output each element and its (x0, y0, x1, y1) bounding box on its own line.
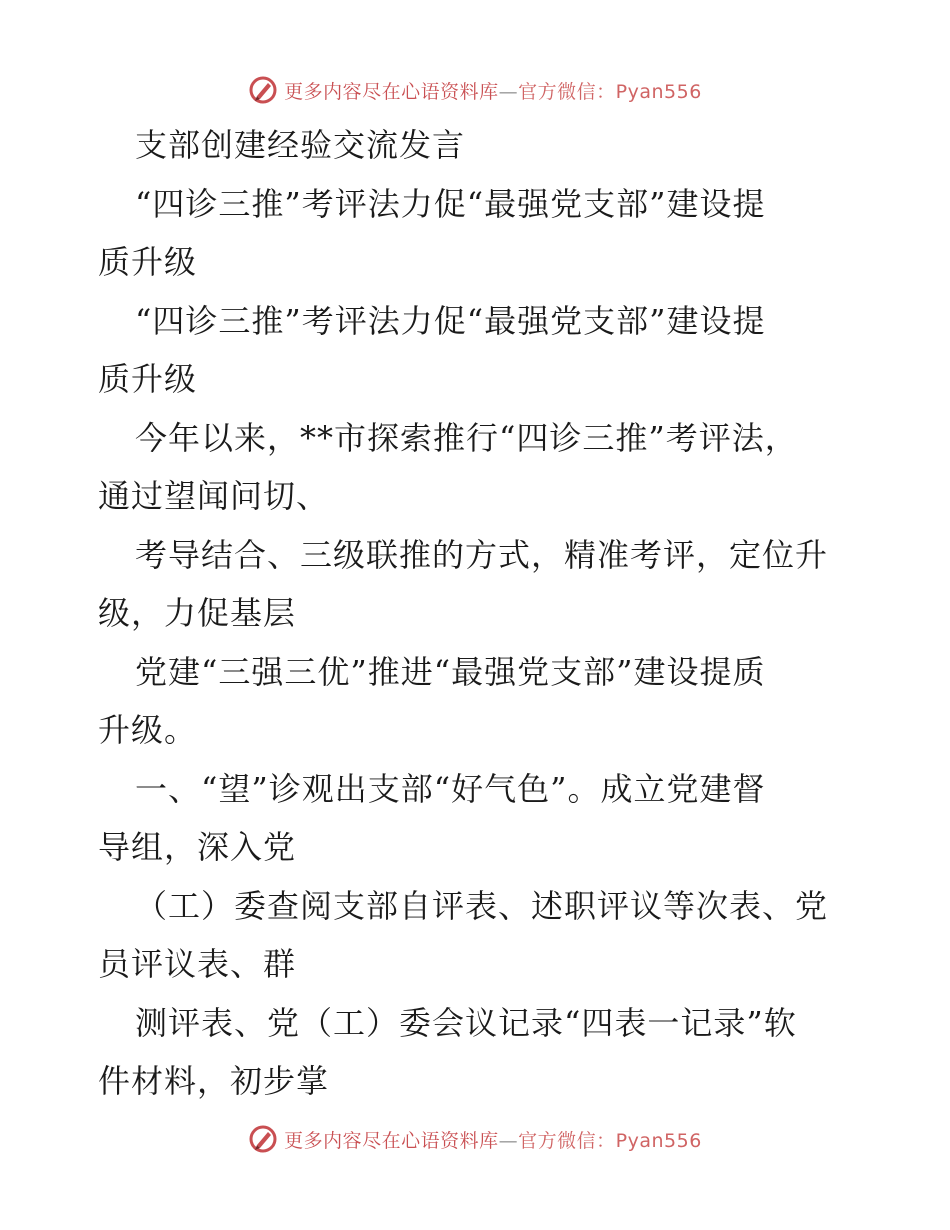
banner-dash: — (498, 80, 519, 103)
banner-text (284, 1126, 702, 1153)
paragraph-line: 员评议表、群 (98, 945, 297, 983)
paragraph-line: 测评表、党（工）委会议记录“四表一记录”软 (135, 1003, 797, 1042)
paragraph-line: 今年以来，**市探索推行“四诊三推”考评法， (135, 418, 798, 457)
subtitle-line: “四诊三推”考评法力促“最强党支部”建设提 (135, 184, 766, 223)
subtitle-line: 质升级 (98, 360, 198, 398)
section-heading-line: 一、“望”诊观出支部“好气色”。成立党建督 (135, 769, 766, 808)
paragraph-line: 件材料，初步掌 (98, 1062, 330, 1100)
banner-dash: — (498, 1129, 519, 1152)
banner-text (284, 77, 702, 104)
document-title: 支部创建经验交流发言 (135, 126, 466, 164)
paragraph-line: 级，力促基层 (98, 594, 297, 632)
paragraph-line: 升级。 (98, 711, 198, 749)
subtitle-line: “四诊三推”考评法力促“最强党支部”建设提 (135, 301, 766, 340)
pen-logo-icon (248, 1124, 278, 1154)
paragraph-line: （工）委查阅支部自评表、述职评议等次表、党 (135, 886, 829, 925)
document-body (98, 116, 858, 1111)
banner-site-text: 更多内容尽在心语资料库 (284, 80, 499, 103)
paragraph-line: 通过望闻问切、 (98, 477, 330, 515)
subtitle-line: 质升级 (98, 243, 198, 281)
paragraph-line: 考导结合、三级联推的方式，精准考评，定位升 (135, 535, 829, 574)
paragraph-line: 导组，深入党 (98, 828, 297, 866)
banner-site-text: 更多内容尽在心语资料库 (284, 1129, 499, 1152)
header-watermark-banner (0, 72, 950, 108)
banner-contact-text: 官方微信：Pyan556 (518, 1129, 702, 1152)
footer-watermark-banner (0, 1121, 950, 1157)
paragraph-line: 党建“三强三优”推进“最强党支部”建设提质 (135, 652, 766, 691)
pen-logo-icon (248, 75, 278, 105)
banner-contact-text: 官方微信：Pyan556 (518, 80, 702, 103)
